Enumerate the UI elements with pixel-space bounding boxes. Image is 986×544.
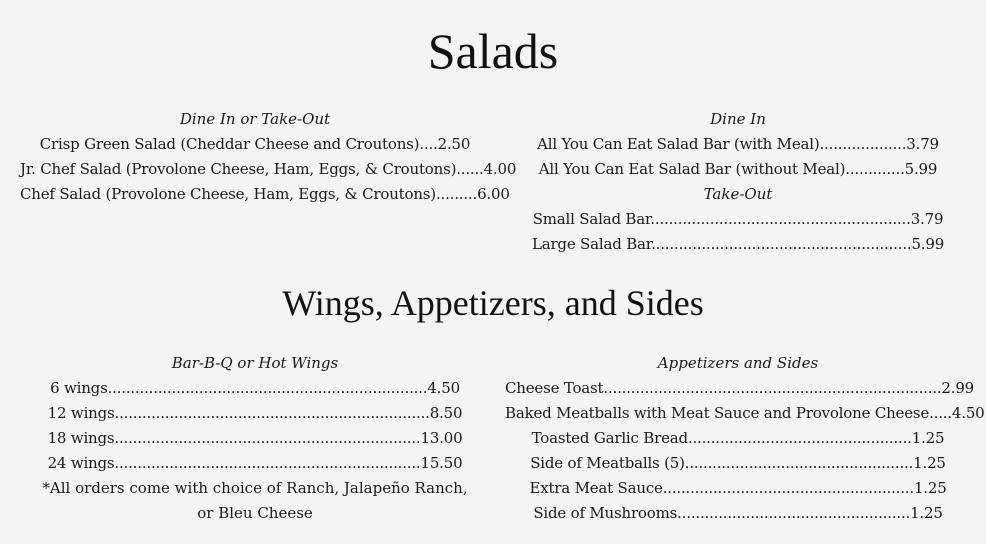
- menu-item: 12 wings.....................................................................8.50: [47, 404, 463, 422]
- menu-item: Crisp Green Salad (Cheddar Cheese and Croutons)....2.50: [39, 135, 471, 153]
- menu-item: Extra Meat Sauce.......................................................1.25: [529, 479, 947, 497]
- menu-item: 6 wings......................................................................4.50: [50, 379, 460, 397]
- wings-column: [20, 351, 490, 526]
- salad-bar-dine-in-subheading: Dine In: [710, 110, 766, 128]
- salads-title: Salads: [427, 23, 559, 79]
- menu-item: Small Salad Bar.........................................................3.79: [532, 210, 944, 228]
- menu-item: All You Can Eat Salad Bar (without Meal).............5.99: [538, 160, 938, 178]
- appetizers-and-sides-column: [505, 351, 985, 526]
- menu-item: All You Can Eat Salad Bar (with Meal)...................3.79: [537, 135, 939, 153]
- wings-appetizers-sides-title: Wings, Appetizers, and Sides: [282, 283, 704, 323]
- wings-dressing-note: *All orders come with choice of Ranch, Jalapeño Ranch, or Bleu Cheese: [42, 479, 468, 522]
- salads-dine-in-or-take-out-column: [20, 107, 517, 207]
- appetizers-and-sides-subheading: Appetizers and Sides: [657, 354, 819, 372]
- menu-item: Side of Mushrooms...................................................1.25: [533, 504, 943, 522]
- menu-item: 18 wings...................................................................13.00: [47, 429, 463, 447]
- salad-bar-column: [505, 107, 971, 257]
- salads-dine-in-or-take-out-subheading: Dine In or Take-Out: [179, 110, 331, 128]
- wings-subheading: Bar-B-Q or Hot Wings: [171, 354, 339, 372]
- menu-item: Large Salad Bar.........................................................5.99: [531, 235, 945, 253]
- menu-item: Side of Meatballs (5)..................................................1.25: [530, 454, 946, 472]
- menu-item: Cheese Toast..........................................................................2.99: [505, 379, 975, 397]
- menu-item: Baked Meatballs with Meat Sauce and Provolone Cheese.....4.50: [505, 404, 985, 422]
- menu-item: Jr. Chef Salad (Provolone Cheese, Ham, Eggs, & Croutons)......4.00: [20, 160, 517, 178]
- menu-item: 24 wings...................................................................15.50: [47, 454, 463, 472]
- salad-bar-take-out-subheading: Take-Out: [703, 185, 773, 203]
- menu-item: Toasted Garlic Bread.................................................1.25: [531, 429, 945, 447]
- menu-item: Chef Salad (Provolone Cheese, Ham, Eggs, & Croutons).........6.00: [20, 185, 510, 203]
